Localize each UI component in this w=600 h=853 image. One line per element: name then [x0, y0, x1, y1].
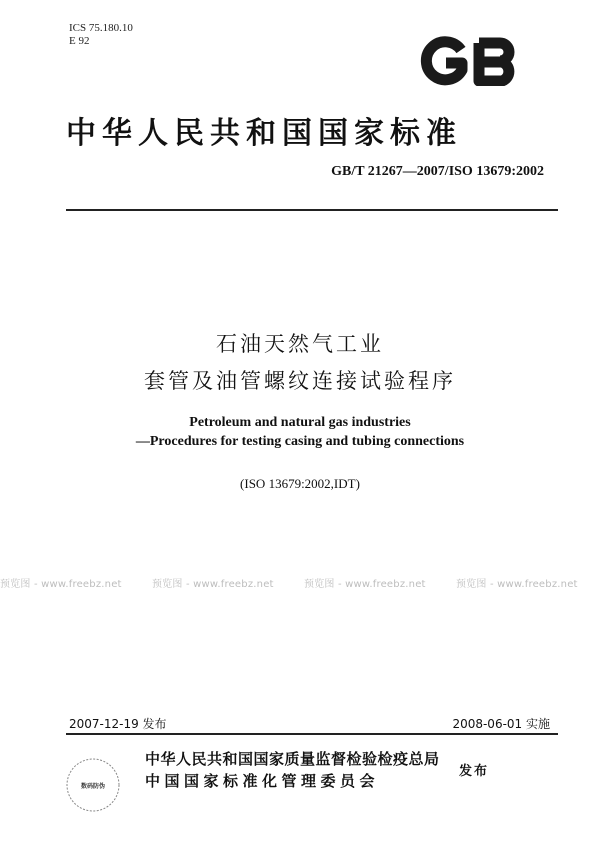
classification-codes: [69, 22, 133, 48]
iso-equivalence: (ISO 13679:2002,IDT): [240, 476, 360, 491]
watermark-text: 预览图 - www.freebz.net: [456, 579, 578, 590]
en-title-line-2: —Procedures for testing casing and tubing connections: [135, 434, 465, 449]
standard-number: GB/T 21267—2007/ISO 13679:2002: [331, 164, 544, 179]
issuer-line-2: 中国国家标准化管理委员会: [145, 772, 380, 790]
cn-title-line-1: 石油天然气工业: [216, 332, 384, 356]
gb-logo-icon: [412, 36, 527, 86]
page-title: 中华人民共和国国家标准: [66, 116, 462, 151]
watermark-text: 预览图 - www.freebz.net: [304, 579, 426, 590]
stamp-label: 数码防伪: [80, 783, 105, 790]
implementation-date: 2008-06-01 实施: [452, 717, 550, 731]
watermark-strip: [0, 575, 600, 590]
gb-logo-text: GB: [412, 36, 414, 37]
ccs-code: E 92: [69, 35, 90, 47]
en-title-line-1: Petroleum and natural gas industries: [189, 415, 411, 430]
bottom-divider: [66, 733, 558, 735]
issue-date: 2007-12-19 发布: [69, 717, 167, 731]
ics-code: ICS 75.180.10: [69, 22, 133, 34]
cn-title-line-2: 套管及油管螺纹连接试验程序: [144, 369, 456, 393]
top-divider: [66, 209, 558, 211]
publish-label: 发布: [459, 764, 490, 779]
watermark-text: 预览图 - www.freebz.net: [0, 579, 122, 590]
watermark-text: 预览图 - www.freebz.net: [152, 579, 274, 590]
issuer-line-1: 中华人民共和国国家质量监督检验检疫总局: [145, 750, 440, 768]
